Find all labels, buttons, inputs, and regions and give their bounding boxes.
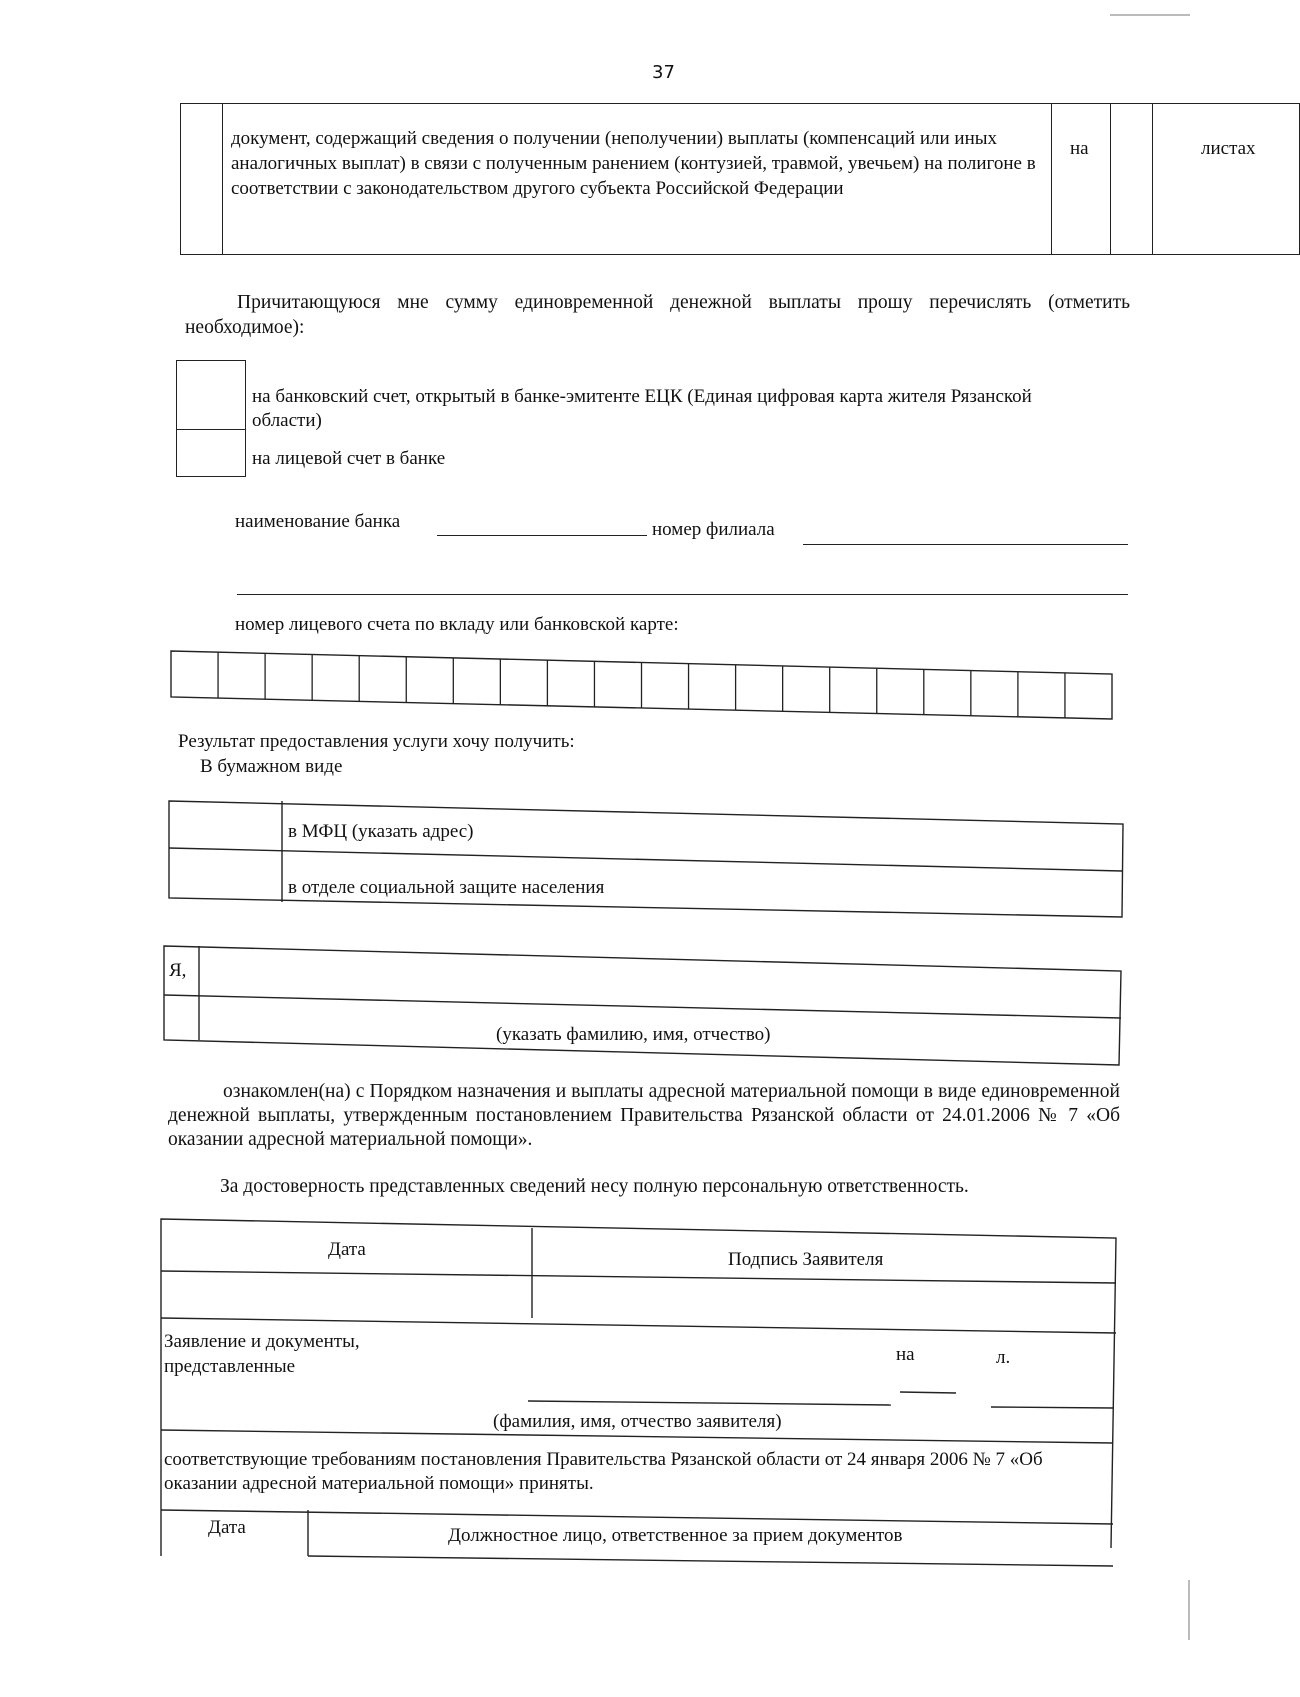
branch-field[interactable] bbox=[803, 544, 1128, 545]
account-number-grid[interactable] bbox=[170, 650, 1115, 720]
checkbox-cell[interactable] bbox=[180, 103, 223, 255]
ya-label: Я, bbox=[169, 960, 187, 981]
result-table-lines bbox=[168, 800, 1123, 920]
docs-label: Заявление и документы, представленные bbox=[164, 1331, 360, 1377]
signature-table-lines bbox=[158, 1218, 1120, 1558]
responsibility-text: За достоверность представленных сведений несу полную персональную ответственность. bbox=[220, 1176, 969, 1197]
applicant-name-field[interactable] bbox=[203, 948, 1113, 994]
page-number: 37 bbox=[652, 62, 675, 83]
branch-label: номер филиала bbox=[652, 519, 775, 540]
personal-account-option: на лицевой счет в банке bbox=[252, 448, 446, 469]
acknowledgement-text: ознакомлен(на) с Порядком назначения и выплаты адресной материальной помощи в виде единовременной денежной выплаты, утвержденным постановлением Правительства Рязанской области от 24.01.2006 № 7 «Об оказании адресной материальной помощи». bbox=[168, 1081, 1120, 1150]
bank-ecc-option: на банковский счет, открытый в банке-эмитенте ЕЦК (Единая цифровая карта жителя Рязанской области) bbox=[252, 386, 1032, 431]
pages-label-cell bbox=[1152, 103, 1300, 255]
applicant-signature-field[interactable] bbox=[536, 1284, 1111, 1326]
date-header: Дата bbox=[328, 1239, 366, 1260]
bank-name-label: наименование банка bbox=[235, 511, 401, 532]
document-description-cell bbox=[222, 103, 1052, 255]
docs-l-label: л. bbox=[996, 1347, 1011, 1368]
compliance-text: соответствующие требованиям постановления Правительства Рязанской области от 24 января 2006 № 7 «Об оказании адресной материальной помощи» приняты. bbox=[164, 1449, 1043, 1494]
na-cell bbox=[1051, 103, 1111, 255]
signature-header: Подпись Заявителя bbox=[728, 1249, 884, 1270]
account-digit-boxes[interactable] bbox=[170, 650, 1115, 720]
account-label: номер лицевого счета по вкладу или банковской карте: bbox=[235, 614, 679, 635]
na-label: на bbox=[1070, 138, 1089, 159]
docs-na-label: на bbox=[896, 1344, 915, 1365]
social-dept-checkbox[interactable] bbox=[168, 850, 282, 898]
result-options-table bbox=[168, 800, 1123, 920]
official-label: Должностное лицо, ответственное за прием документов bbox=[448, 1525, 903, 1546]
applicant-date-field[interactable] bbox=[163, 1275, 528, 1317]
bank-ecc-checkbox[interactable] bbox=[176, 360, 246, 430]
scan-artifact bbox=[1188, 1580, 1190, 1640]
checkbox-divider bbox=[245, 360, 246, 477]
result-subtitle: В бумажном виде bbox=[200, 756, 343, 777]
bank-name-field[interactable] bbox=[437, 535, 647, 536]
fio-hint: (фамилия, имя, отчество заявителя) bbox=[493, 1411, 782, 1432]
pages-count-cell[interactable] bbox=[1110, 103, 1153, 255]
mfc-checkbox[interactable] bbox=[168, 800, 282, 848]
personal-account-checkbox[interactable] bbox=[176, 429, 246, 477]
bank-name-continuation-field[interactable] bbox=[237, 594, 1128, 595]
applicant-name-hint: (указать фамилию, имя, отчество) bbox=[496, 1024, 771, 1045]
document-description: документ, содержащий сведения о получении (неполучении) выплаты (компенсаций или иных аналогичных выплат) в связи с полученным ранением (контузией, травмой, увечьем) на полигоне в соответствии с законодательством другого субъекта Российской Федерации bbox=[231, 128, 1036, 199]
payment-intro: Причитающуюся мне сумму единовременной денежной выплаты прошу перечислять (отметить необходимое): bbox=[185, 292, 1130, 338]
mfc-option: в МФЦ (указать адрес) bbox=[288, 821, 474, 842]
scan-artifact bbox=[1110, 14, 1190, 16]
social-dept-option: в отделе социальной защите населения bbox=[288, 877, 605, 898]
pages-label: листах bbox=[1201, 138, 1256, 159]
applicant-name-table bbox=[163, 945, 1123, 1067]
date-footer: Дата bbox=[208, 1517, 246, 1538]
result-title: Результат предоставления услуги хочу получить: bbox=[178, 731, 575, 752]
document-row-table bbox=[180, 103, 1256, 258]
signature-table bbox=[158, 1218, 1120, 1558]
